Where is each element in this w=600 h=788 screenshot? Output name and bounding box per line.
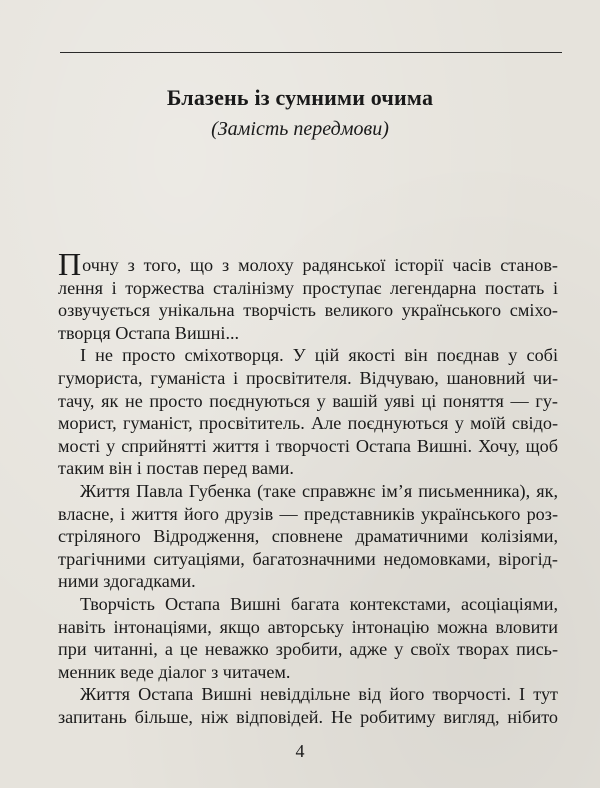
body-text [58, 246, 558, 728]
text-line: менник веде діалог з читачем. [58, 661, 291, 682]
text-line: навіть інтонаціями, якщо авторську інтонацію можна вловити [58, 616, 558, 637]
drop-cap: П [58, 246, 82, 282]
text-line: мості у сприйнятті життя і творчості Остапа Вишні. Хочу, щоб [58, 435, 558, 456]
text-line: Творчість Остапа Вишні багата контекстами, асоціаціями, [80, 593, 558, 614]
text-line: Почну з того, що з молоху радянської історії часів станов- [58, 246, 558, 282]
text-line: власне, і життя його друзів — представників українського роз- [58, 503, 558, 524]
page-number: 4 [295, 741, 305, 761]
text-line: озвучується унікальна творчість великого українського сміхо- [58, 300, 558, 321]
text-line: стріляного Відродження, сповнене драматичними колізіями, [58, 526, 558, 547]
text-line: запитань більше, ніж відповідей. Не робитиму вигляд, нібито [58, 706, 558, 727]
text-line: Життя Остапа Вишні невіддільне від його творчості. І тут [80, 684, 558, 705]
chapter-subtitle: (Замість передмови) [211, 118, 389, 140]
text-line: морист, гуманіст, просвітитель. Але поєднуються у моїй свідо- [58, 413, 558, 434]
text-line: тачу, як не просто поєднуються у вашій уяві ці поняття — гу- [58, 390, 558, 411]
text-line: Життя Павла Губенка (таке справжнє ім’я письменника), як, [80, 480, 558, 501]
chapter-title: Блазень із сумними очима [166, 85, 434, 110]
text-line: трагічними ситуаціями, багатозначними недомовками, вірогід- [58, 548, 558, 569]
text-line: лення і торжества сталінізму проступає легендарна постать і [58, 277, 558, 298]
text-line: ними здогадками. [58, 571, 196, 592]
header-rule [60, 52, 562, 53]
text-line: творця Остапа Вишні... [58, 322, 240, 343]
text-line: І не просто сміхотворця. У цій якості він поєднав у собі [80, 345, 558, 366]
text-line: таким він і постав перед вами. [58, 458, 294, 479]
text-line: при читанні, а це неважко зробити, адже у своїх творах пись- [58, 639, 558, 660]
text-line: гумориста, гуманіста і просвітителя. Відчуваю, шановний чи- [58, 367, 558, 388]
